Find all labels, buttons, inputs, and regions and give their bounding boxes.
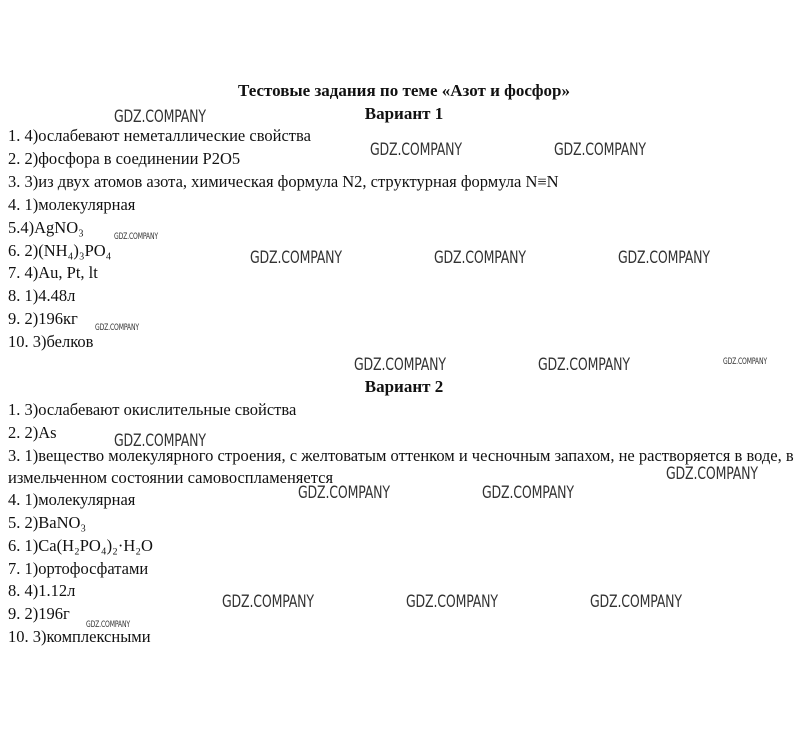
watermark: GDZ.COMPANY bbox=[618, 248, 710, 268]
watermark: GDZ.COMPANY bbox=[95, 323, 139, 333]
answer-item: 3. 3)из двух атомов азота, химическая формула N2, структурная формула N≡N bbox=[8, 171, 559, 191]
answer-item: 2. 2)As bbox=[8, 422, 57, 442]
watermark: GDZ.COMPANY bbox=[114, 431, 206, 451]
watermark: GDZ.COMPANY bbox=[298, 483, 390, 503]
answer-item: 10. 3)белков bbox=[8, 332, 94, 352]
watermark: GDZ.COMPANY bbox=[222, 592, 314, 612]
answer-item: 4. 1)молекулярная bbox=[8, 489, 136, 509]
watermark: GDZ.COMPANY bbox=[86, 620, 130, 630]
answer-item: 5.4)AgNO₃ bbox=[8, 217, 84, 237]
answer-item: 8. 1)4.48л bbox=[8, 286, 76, 306]
answer-item: 8. 4)1.12л bbox=[8, 581, 76, 601]
answer-item: 3. 1)вещество молекулярного строения, с желтоватым оттенком и чесночным запахом, не растворяется в воде, в измельченном состоянии самовоспламеняется bbox=[8, 445, 794, 487]
answer-item: 9. 2)196г bbox=[8, 604, 70, 624]
watermark: GDZ.COMPANY bbox=[590, 592, 682, 612]
answer-item: 10. 3)комплексными bbox=[8, 627, 151, 647]
document-title: Тестовые задания по теме «Азот и фосфор» bbox=[238, 81, 570, 100]
variant-1-heading: Вариант 1 bbox=[364, 104, 444, 123]
answer-item: 7. 4)Au, Pt, lt bbox=[8, 263, 98, 283]
watermark: GDZ.COMPANY bbox=[370, 140, 462, 160]
watermark: GDZ.COMPANY bbox=[406, 592, 498, 612]
answer-item: 9. 2)196кг bbox=[8, 309, 78, 329]
watermark: GDZ.COMPANY bbox=[114, 107, 206, 127]
answer-item: 5. 2)BaNO₃ bbox=[8, 512, 87, 532]
answer-item: 1. 3)ослабевают окислительные свойства bbox=[8, 400, 297, 419]
answer-item: 1. 4)ослабевают неметаллические свойства bbox=[8, 126, 311, 145]
answer-item: 7. 1)ортофосфатами bbox=[8, 558, 149, 578]
watermark: GDZ.COMPANY bbox=[723, 357, 767, 367]
answer-item: 4. 1)молекулярная bbox=[8, 194, 136, 214]
watermark: GDZ.COMPANY bbox=[114, 232, 158, 242]
watermark: GDZ.COMPANY bbox=[554, 140, 646, 160]
answer-item: 2. 2)фосфора в соединении P2O5 bbox=[8, 148, 241, 168]
answer-item: 6. 2)(NH₄)₃PO₄ bbox=[8, 240, 112, 260]
watermark: GDZ.COMPANY bbox=[434, 248, 526, 268]
watermark: GDZ.COMPANY bbox=[354, 355, 446, 375]
watermark: GDZ.COMPANY bbox=[250, 248, 342, 268]
watermark: GDZ.COMPANY bbox=[482, 483, 574, 503]
answer-item: 6. 1)Ca(H₂PO₄)₂·H₂O bbox=[8, 535, 153, 555]
variant-2-heading: Вариант 2 bbox=[364, 377, 444, 396]
watermark: GDZ.COMPANY bbox=[538, 355, 630, 375]
watermark: GDZ.COMPANY bbox=[666, 464, 758, 484]
